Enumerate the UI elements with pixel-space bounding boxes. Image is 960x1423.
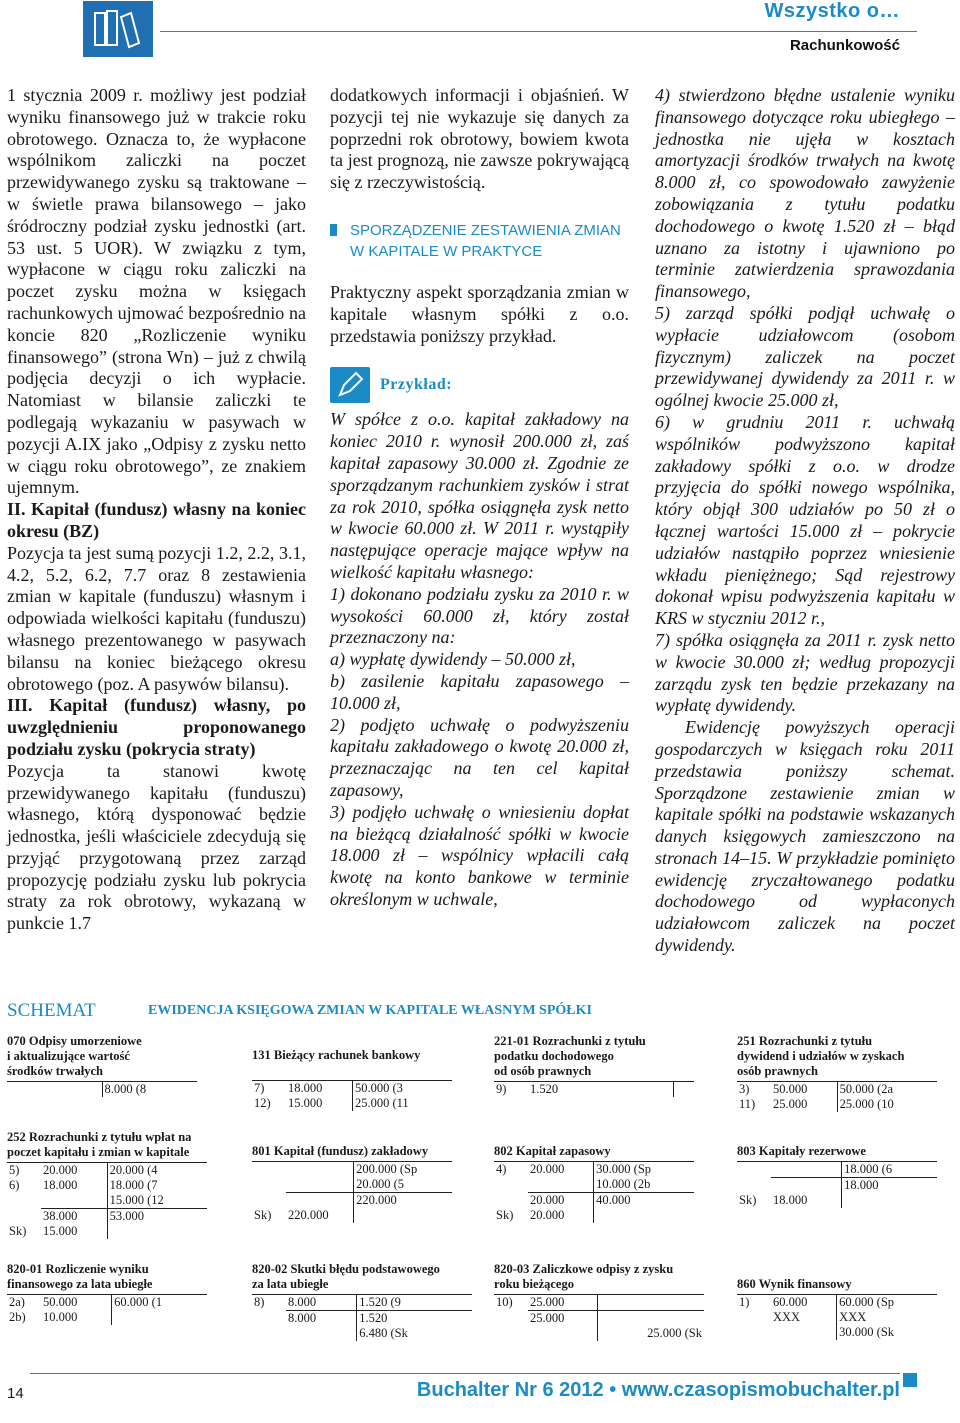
- section-heading: SPORZĄDZENIE ZESTAWIENIA ZMIAN W KAPITALE W PRAKTYCE: [330, 220, 629, 262]
- column-2: [330, 85, 629, 911]
- header-rule: [160, 31, 917, 32]
- account-221-01: 221-01 Rozrachunki z tytułu podatku dochodowego od osób prawnych 9) 1.520: [494, 1034, 694, 1097]
- heading-ii: II. Kapitał (fundusz) własny na koniec okresu (BZ): [7, 499, 306, 541]
- subsection-title: Rachunkowość: [789, 37, 900, 54]
- paragraph: Ewidencję powyższych operacji gospodarczych w księgach roku 2011 przedstawia poniższy schemat. Sporządzone zestawienie zmian w kapitale spółki na podstawie wskazanych danych księgowych zamieszczono na stronach 14–15. W przykładzie pominięto ewidencję zryczałtowanego podatku dochodowego od wypłaconych udziałowcom zaliczek na poczet dywidendy.: [655, 717, 955, 956]
- account-860: 860 Wynik finansowy 1) 60.000 60.000 (Sp XXX XXX 30.000 (Sk: [737, 1277, 937, 1340]
- footer-rule: [30, 1373, 900, 1374]
- paragraph: 6) w grudniu 2011 r. uchwałą wspólników podwyższono kapitał zakładowy spółki z o.o. w drodze przyjęcia do spółki nowego wspólnika, który objął 300 udziałów po 50 zł o łącznej wartości 15.000 zł – pokrycie udziałów nastąpiło poprzez wniesienie wkładu pieniężnego; Sąd rejestrowy dokonał wpisu podwyższenia kapitału w KRS w styczniu 2012 r.,: [655, 411, 955, 629]
- account-820-02: 820-02 Skutki błędu podstawowego za lata ubiegłe 8) 8.000 1.520 (9 8.000 1.520 6.480 (Sk: [252, 1262, 472, 1341]
- paragraph: 5) zarząd spółki podjął uchwałę o wypłacie udziałowcom (osobom fizycznym) zaliczek na poczet przewidywanej dywidendy za 2011 r. w ogólnej kwocie 25.000 zł,: [655, 302, 955, 411]
- paragraph: W spółce z o.o. kapitał zakładowy na koniec 2010 r. wynosił 200.000 zł, zaś kapitał zapasowy 30.000 zł. Zgodnie ze sporządzanym rachunkiem zysków i strat za rok 2010, spółka osiągnęła zysk netto w kwocie 60.000 zł. W 2011 r. wystąpiły następujące operacje mające wpływ na wielkość kapitału własnego:: [330, 409, 629, 582]
- paragraph: dodatkowych informacji i objaśnień. W pozycji tej nie wykazuje się danych za poprzedni rok obrotowy, bowiem kwota ta jest prognozą, nie zawsze pokrywającą się z rzeczywistością.: [330, 85, 629, 193]
- schema-subtitle: EWIDENCJA KSIĘGOWA ZMIAN W KAPITALE WŁASNYM SPÓŁKI: [148, 1003, 592, 1018]
- schema-title: SCHEMAT: [7, 1000, 96, 1021]
- account-820-01: 820-01 Rozliczenie wyniku finansowego za lata ubiegłe 2a) 50.000 60.000 (1 2b) 10.000: [7, 1262, 207, 1325]
- paragraph: Pozycja ta stanowi kwotę przewidywanego kapitału (funduszu) własnego, którą dysponować będzie jednostka, jeśli właściciele zdecydują się przyjąć przygotowaną przez zarząd propozycję podziału zysku lub pokrycia straty za rok obrotowy, wykazaną w punkcie 1.7: [7, 760, 306, 934]
- paragraph: 7) spółka osiągnęła za 2011 r. zysk netto w kwocie 30.000 zł; według propozycji zarządu zysk ten będzie przekazany na wypłatę dywidendy.: [655, 629, 955, 716]
- footer-brand: Buchalter Nr 6 2012 • www.czasopismobuchalter.pl: [416, 1379, 900, 1401]
- paragraph: 1) dokonano podziału zysku za 2010 r. w wysokości 60.000 zł, który został przeznaczony na:: [330, 583, 629, 648]
- paragraph: b) zasilenie kapitału zapasowego – 10.000 zł,: [330, 670, 629, 713]
- account-131: 131 Bieżący rachunek bankowy 7) 18.000 50.000 (3 12) 15.000 25.000 (11: [252, 1048, 452, 1111]
- account-251: 251 Rozrachunki z tytułu dywidend i udziałów w zyskach osób prawnych 3) 50.000 50.000 (2a 11) 25.000 25.000 (10: [737, 1034, 937, 1112]
- paragraph: 1 stycznia 2009 r. możliwy jest podział wyniku finansowego już w trakcie roku obrotowego. Oznacza to, że wypłacone wspólnikom zaliczki na poczet przewidywanego zysku są traktowane – w świetle prawa bilansowego – jako śródroczny podział zysku jednostki (art. 53 ust. 5 UOR). W związku z tym, wypłacone w ciągu roku zaliczki na poczet zysku można w księgach rachunkowych ujmować bezpośrednio na koncie 820 „Rozliczenie wyniku finansowego” (strona Wn) – już z chwilą podjęcia decyzji o ich wypłacie. Natomiast w bilansie zaliczki te podlegają wykazaniu w pasywach w pozycji A.IX jako „Odpisy z zysku netto w ciągu roku obrotowego”, ze znakiem ujemnym.: [7, 85, 306, 498]
- heading-iii: III. Kapitał (fundusz) własny, po uwzględnieniu proponowanego podziału zysku (pokrycia straty): [7, 695, 306, 759]
- account-801: 801 Kapitał (fundusz) zakładowy 200.000 (Sp 20.000 (5 220.000 Sk) 220.000: [252, 1144, 452, 1223]
- account-070: 070 Odpisy umorzeniowe i aktualizujące wartość środków trwałych 8.000 (8: [7, 1034, 197, 1097]
- paragraph: Praktyczny aspekt sporządzania zmian w kapitale własnym spółki z o.o. przedstawia poniższy przykład.: [330, 281, 629, 346]
- account-802: 802 Kapitał zapasowy 4) 20.000 30.000 (Sp 10.000 (2b 20.000 40.000 Sk) 20.000: [494, 1144, 694, 1223]
- section-title: Wszystko o…: [764, 0, 900, 22]
- logo-books-icon: [83, 1, 153, 57]
- paragraph: 4) stwierdzono błędne ustalenie wyniku finansowego dotyczące roku ubiegłego – jednostka nie ujęła w kosztach amortyzacji środków trwałych na kwotę 8.000 zł, co spowodowało zawyżenie zobowiązania z tytułu podatku dochodowego o kwotę 1.520 zł – błąd uznano za istotny i ujawniono po terminie zatwierdzenia sprawozdania finansowego,: [655, 85, 955, 302]
- footer-block: [903, 1373, 917, 1387]
- account-820-03: 820-03 Zaliczkowe odpisy z zysku roku bieżącego 10) 25.000 25.000 25.000 (Sk: [494, 1262, 702, 1340]
- example-label: Przykład:: [380, 376, 453, 394]
- pen-icon: [330, 367, 370, 403]
- account-803: 803 Kapitały rezerwowe 18.000 (6 18.000 Sk) 18.000: [737, 1144, 937, 1208]
- column-1: [7, 85, 306, 935]
- account-252: 252 Rozrachunki z tytułu wpłat na poczet kapitału i zmian w kapitale 5) 20.000 20.000 (4 6) 18.000 18.000 (7 15.000 (12 38.000 53.000 Sk) 15.000: [7, 1130, 207, 1239]
- example-header: [330, 367, 629, 403]
- paragraph: 3) podjęło uchwałę o wniesieniu dopłat na bieżącą działalność spółki w kwocie 18.000 zł – wspólnicy wpłacili całą kwotę na konto bankowe w terminie określonym w uchwale,: [330, 801, 629, 909]
- column-3: [655, 85, 955, 957]
- page-number: 14: [7, 1385, 24, 1402]
- paragraph: Pozycja ta jest sumą pozycji 1.2, 2.2, 3.1, 4.2, 5.2, 6.2, 7.7 oraz 8 zestawienia zmian w kapitale (funduszu) własnym i odpowiada wielkości kapitału (funduszu) własnego prezentowanego w pasywach bilansu na koniec bieżącego okresu obrotowego (poz. A pasywów bilansu).: [7, 542, 306, 694]
- paragraph: a) wypłatę dywidendy – 50.000 zł,: [330, 649, 576, 670]
- paragraph: 2) podjęto uchwałę o podwyższeniu kapitału zakładowego o kwotę 20.000 zł, przeznaczając na ten cel kapitał zapasowy,: [330, 714, 629, 800]
